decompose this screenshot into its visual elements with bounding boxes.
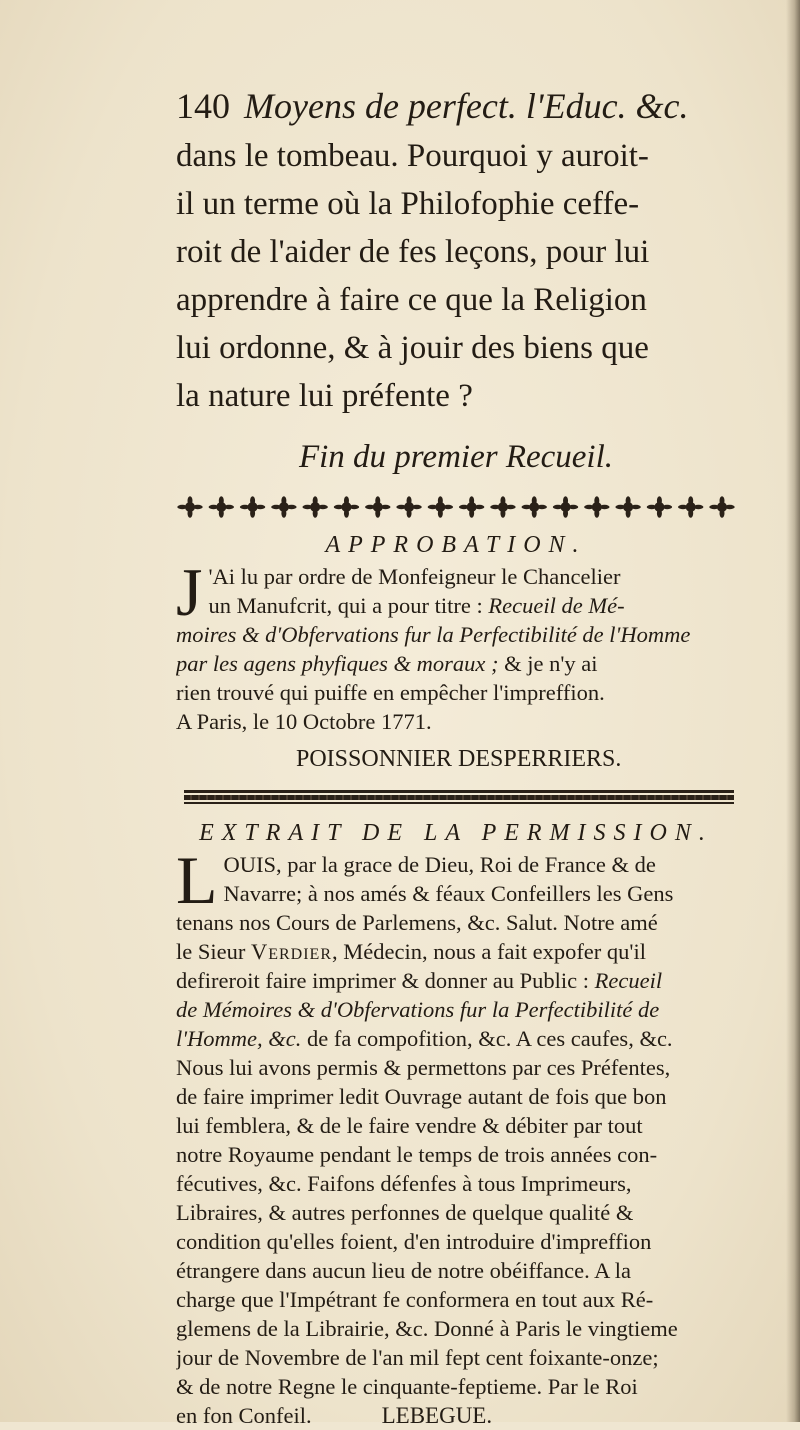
fleuron-mark	[678, 496, 703, 518]
text-line: jour de Novembre de l'an mil fept cent foixante-onze;	[176, 1345, 659, 1370]
text-line: lui ordonne, & à jouir des biens que	[176, 330, 649, 366]
text-line: de faire imprimer ledit Ouvrage autant de fois que bon	[176, 1084, 667, 1109]
text-line: étrangere dans aucun lieu de notre obéiffance. A la	[176, 1258, 632, 1283]
italic-title: Recueil de Mé-	[488, 593, 625, 618]
fleuron-mark	[584, 496, 609, 518]
text-line: 'Ai lu par ordre de Monfeigneur le Chancelier	[208, 564, 621, 589]
text-line	[176, 966, 736, 995]
text-line: lui femblera, & de le faire vendre & débiter par tout	[176, 1113, 643, 1138]
text-segment: defireroit faire imprimer & donner au Public :	[176, 968, 595, 993]
running-title: Moyens de perfect. l'Educ. &c.	[244, 86, 689, 126]
fleuron-mark	[302, 496, 327, 518]
text-line: OUIS, par la grace de Dieu, Roi de France & de	[223, 852, 656, 877]
text-line	[176, 937, 736, 966]
fleuron-mark	[459, 496, 484, 518]
page-gutter-shadow	[786, 0, 800, 1422]
fleuron-mark	[271, 496, 296, 518]
date-line: A Paris, le 10 Octobre 1771.	[176, 709, 432, 734]
text-line: rien trouvé qui puiffe en empêcher l'impreffion.	[176, 680, 605, 705]
italic-title: de Mémoires & d'Obfervations fur la Perfectibilité de	[176, 997, 660, 1022]
text-line: charge que l'Impétrant fe conformera en tout aux Ré-	[176, 1287, 654, 1312]
text-line: Libraires, & autres perfonnes de quelque qualité &	[176, 1200, 634, 1225]
text-segment: & je n'y ai	[498, 651, 598, 676]
text-line: Nous lui avons permis & permettons par ces Préfentes,	[176, 1055, 671, 1080]
section-rule	[184, 790, 734, 806]
permission-heading: EXTRAIT DE LA PERMISSION.	[199, 820, 713, 846]
fleuron-mark	[209, 496, 234, 518]
fleuron-mark	[334, 496, 359, 518]
text-line: il un terme où la Philofophie ceffe-	[176, 186, 640, 222]
fleuron-mark	[365, 496, 390, 518]
text-segment: de fa compofition, &c. A ces caufes, &c.	[301, 1026, 673, 1051]
text-line: condition qu'elles foient, d'en introduire d'impreffion	[176, 1229, 652, 1254]
text-line: glemens de la Librairie, &c. Donné à Paris le vingtieme	[176, 1316, 678, 1341]
end-of-volume-note: Fin du premier Recueil.	[298, 439, 613, 475]
text-line: la nature lui préfente ?	[176, 378, 473, 414]
fleuron-mark	[615, 496, 640, 518]
text-line: & de notre Regne le cinquante-feptieme. Par le Roi	[176, 1374, 638, 1399]
fleuron-mark	[647, 496, 672, 518]
fleuron-mark	[553, 496, 578, 518]
text-line: tenans nos Cours de Parlemens, &c. Salut. Notre amé	[176, 910, 658, 935]
text-line	[176, 649, 736, 678]
fleuron-mark	[396, 496, 421, 518]
text-segment: un Manufcrit, qui a pour titre :	[208, 593, 489, 618]
text-segment: le Sieur	[176, 939, 251, 964]
text-line: roit de l'aider de fes leçons, pour lui	[176, 234, 650, 270]
fleuron-mark	[240, 496, 265, 518]
text-segment: , Médecin, nous a fait expofer qu'il	[332, 939, 646, 964]
signatory-name: LEBEGUE.	[381, 1403, 493, 1428]
text-segment: en fon Confeil.	[176, 1403, 312, 1428]
text-line: Navarre; à nos amés & féaux Confeillers les Gens	[223, 881, 674, 906]
person-name: Verdier	[250, 939, 333, 964]
italic-title: l'Homme, &c.	[176, 1026, 302, 1051]
fleuron-mark	[177, 496, 202, 518]
permission-text	[176, 850, 736, 1430]
italic-title: Recueil	[594, 968, 663, 993]
approbation-signature: POISSONNIER DESPERRIERS.	[296, 746, 622, 772]
text-line: notre Royaume pendant le temps de trois années con-	[176, 1142, 658, 1167]
running-head	[176, 80, 736, 132]
drop-cap: L	[176, 852, 218, 908]
text-line	[176, 1401, 736, 1430]
fleuron-mark	[490, 496, 515, 518]
italic-title: moires & d'Obfervations fur la Perfectibilité de l'Homme	[176, 622, 691, 647]
ornament-divider	[176, 492, 736, 522]
closing-paragraph	[176, 132, 736, 420]
drop-cap: J	[176, 564, 203, 620]
fleuron-mark	[428, 496, 453, 518]
fleuron-mark	[709, 496, 734, 518]
text-line: dans le tombeau. Pourquoi y auroit-	[176, 138, 649, 174]
approbation-text	[176, 562, 736, 736]
text-line: apprendre à faire ce que la Religion	[176, 282, 647, 318]
text-line	[176, 1024, 736, 1053]
text-line: fécutives, &c. Faifons défenfes à tous Imprimeurs,	[176, 1171, 632, 1196]
text-column	[176, 80, 736, 1430]
fleuron-mark	[522, 496, 547, 518]
page-number: 140	[176, 86, 230, 126]
italic-title: par les agens phyfiques & moraux ;	[176, 651, 499, 676]
text-line	[208, 591, 736, 620]
approbation-heading: APPROBATION.	[325, 532, 587, 558]
